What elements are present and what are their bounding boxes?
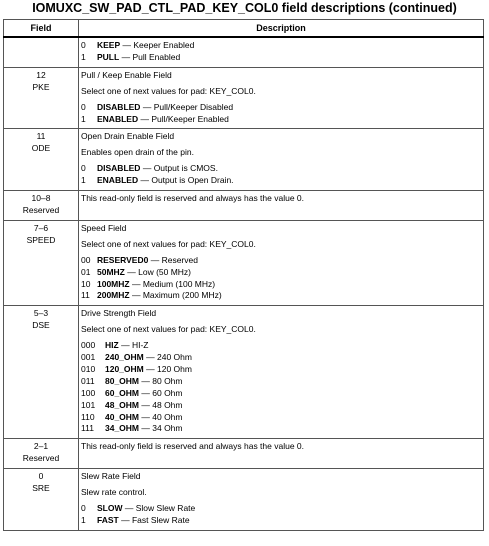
value-description: — 240 Ohm xyxy=(146,352,192,363)
value-option xyxy=(81,279,481,291)
description-column-header: Description xyxy=(79,20,484,38)
value-description: — Pull Enabled xyxy=(121,51,181,62)
value-option xyxy=(81,503,481,515)
value-description: — HI-Z xyxy=(121,340,149,351)
value-name: KEEP xyxy=(97,40,121,50)
field-name: Reserved xyxy=(22,204,60,215)
value-option xyxy=(81,352,481,364)
value-description: — Slow Slew Rate xyxy=(124,503,196,513)
description-cell xyxy=(79,67,484,129)
value-description: — 40 Ohm xyxy=(141,411,183,422)
field-name: PKE xyxy=(32,81,50,92)
field-bits: 2–1 xyxy=(33,441,49,452)
description-text: Select one of next values for pad: KEY_COL0. xyxy=(81,85,256,96)
value-description: — 60 Ohm xyxy=(141,387,183,398)
value-name: 200MHZ xyxy=(97,290,130,301)
value-name: 40_OHM xyxy=(105,411,140,422)
value-option xyxy=(81,376,481,388)
field-name: Reserved xyxy=(22,453,60,464)
value-code: 10 xyxy=(81,278,91,289)
value-code: 1 xyxy=(81,175,86,186)
table-row-pke xyxy=(4,67,484,129)
field-cell xyxy=(4,191,79,221)
field-cell xyxy=(4,220,79,305)
value-code: 0 xyxy=(81,101,86,112)
value-option xyxy=(81,267,481,279)
description-cell xyxy=(79,220,484,305)
value-option xyxy=(81,412,481,424)
table-row-dse xyxy=(4,306,484,439)
description-text: Open Drain Enable Field xyxy=(81,131,175,142)
value-option xyxy=(81,364,481,376)
value-code: 00 xyxy=(81,254,91,265)
field-cell xyxy=(4,469,79,531)
value-name: 50MHZ xyxy=(97,266,125,277)
value-code: 11 xyxy=(81,290,90,301)
description-cell xyxy=(79,129,484,191)
field-bits: 5–3 xyxy=(33,308,49,319)
value-code: 011 xyxy=(81,375,95,386)
value-code: 000 xyxy=(81,340,96,351)
value-description: — Maximum (200 MHz) xyxy=(131,290,222,301)
value-code: 0 xyxy=(81,503,86,513)
value-description: — Output is Open Drain. xyxy=(140,175,234,186)
value-option xyxy=(81,175,481,187)
value-name: ENABLED xyxy=(97,113,139,124)
value-name: ENABLED xyxy=(97,175,139,186)
value-option xyxy=(81,52,481,64)
description-text: Speed Field xyxy=(81,222,127,233)
value-option xyxy=(81,340,481,352)
value-code: 111 xyxy=(81,423,94,434)
description-text: Select one of next values for pad: KEY_COL0. xyxy=(81,238,256,249)
value-option xyxy=(81,388,481,400)
value-name: 60_OHM xyxy=(105,387,140,398)
value-code: 0 xyxy=(81,163,86,174)
value-name: HIZ xyxy=(105,340,119,351)
value-name: 80_OHM xyxy=(105,375,140,386)
description-text: Drive Strength Field xyxy=(81,308,157,319)
value-code: 100 xyxy=(81,387,96,398)
value-code: 01 xyxy=(81,266,91,277)
field-column-header: Field xyxy=(4,20,79,38)
value-description: — Reserved xyxy=(150,254,198,265)
description-text: This read-only field is reserved and always has the value 0. xyxy=(81,441,305,452)
value-name: SLOW xyxy=(97,503,123,513)
field-cell xyxy=(4,37,79,67)
value-code: 1 xyxy=(81,514,86,525)
description-text: Enables open drain of the pin. xyxy=(81,147,194,158)
value-name: 34_OHM xyxy=(105,423,140,434)
field-cell xyxy=(4,439,79,469)
table-body xyxy=(4,37,484,530)
header-row xyxy=(4,20,484,38)
description-cell xyxy=(79,37,484,67)
field-bits: 11 xyxy=(36,131,46,142)
value-description: — 120 Ohm xyxy=(146,363,192,374)
value-name: 240_OHM xyxy=(105,352,144,363)
value-name: 48_OHM xyxy=(105,399,140,410)
value-name: DISABLED xyxy=(97,163,141,174)
value-description: — Medium (100 MHz) xyxy=(131,278,216,289)
value-option xyxy=(81,102,481,114)
value-option xyxy=(81,400,481,412)
description-text: Slew rate control. xyxy=(81,487,147,498)
field-cell xyxy=(4,129,79,191)
field-descriptions-table xyxy=(3,19,484,531)
value-option xyxy=(81,40,481,52)
value-option xyxy=(81,290,481,302)
table-row-sre xyxy=(4,469,484,531)
value-name: 100MHZ xyxy=(97,278,130,289)
value-description: — Pull/Keeper Disabled xyxy=(142,101,234,112)
field-name: SPEED xyxy=(26,234,56,245)
field-bits: 12 xyxy=(36,69,46,80)
description-cell xyxy=(79,191,484,221)
value-code: 001 xyxy=(81,352,96,363)
value-name: DISABLED xyxy=(97,101,141,112)
value-name: RESERVED0 xyxy=(97,254,149,265)
value-option xyxy=(81,515,481,527)
value-description: — Output is CMOS. xyxy=(142,163,218,174)
table-row-pue-cont xyxy=(4,37,484,67)
description-text: Slew Rate Field xyxy=(81,471,141,482)
value-code: 0 xyxy=(81,40,86,50)
value-description: — 48 Ohm xyxy=(141,399,183,410)
value-description: — Pull/Keeper Enabled xyxy=(140,113,229,124)
value-description: — 80 Ohm xyxy=(141,375,183,386)
value-name: 120_OHM xyxy=(105,363,144,374)
value-code: 1 xyxy=(81,51,86,62)
field-name: SRE xyxy=(32,483,50,494)
value-description: — 34 Ohm xyxy=(141,423,183,434)
value-code: 010 xyxy=(81,363,96,374)
table-row-ode xyxy=(4,129,484,191)
description-text: Select one of next values for pad: KEY_COL0. xyxy=(81,324,256,335)
value-option xyxy=(81,163,481,175)
value-code: 1 xyxy=(81,113,86,124)
value-description: — Fast Slew Rate xyxy=(121,514,190,525)
value-option xyxy=(81,255,481,267)
field-bits: 7–6 xyxy=(33,222,49,233)
field-cell xyxy=(4,306,79,439)
field-cell xyxy=(4,67,79,129)
table-title: IOMUXC_SW_PAD_CTL_PAD_KEY_COL0 field descriptions (continued) xyxy=(32,1,457,15)
description-text: This read-only field is reserved and always has the value 0. xyxy=(81,193,305,204)
table-row-res1 xyxy=(4,191,484,221)
value-name: FAST xyxy=(97,514,119,525)
value-code: 101 xyxy=(81,399,96,410)
value-code: 110 xyxy=(81,411,95,422)
field-name: DSE xyxy=(32,320,50,331)
value-option xyxy=(81,423,481,435)
field-bits: 10–8 xyxy=(31,193,51,204)
field-bits: 0 xyxy=(38,471,44,482)
value-option xyxy=(81,114,481,126)
value-name: PULL xyxy=(97,51,120,62)
description-text: Pull / Keep Enable Field xyxy=(81,69,172,80)
table-row-res2 xyxy=(4,439,484,469)
table-row-speed xyxy=(4,220,484,305)
value-description: — Low (50 MHz) xyxy=(127,266,192,277)
description-cell xyxy=(79,469,484,531)
field-name: ODE xyxy=(31,143,51,154)
value-description: — Keeper Enabled xyxy=(122,40,195,50)
description-cell xyxy=(79,306,484,439)
description-cell xyxy=(79,439,484,469)
